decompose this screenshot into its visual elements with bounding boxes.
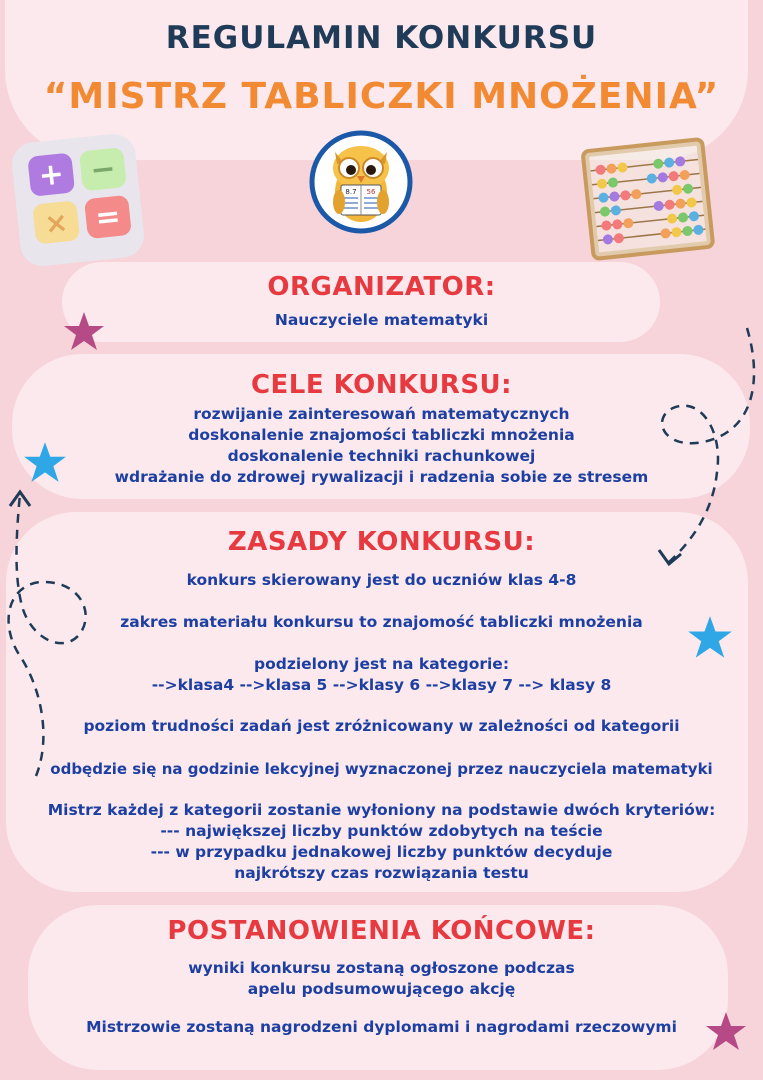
calculator-icon — [8, 130, 148, 270]
plus-symbol: + — [36, 156, 66, 194]
final-text-block — [0, 958, 763, 1000]
title-line-2: “MISTRZ TABLICZKI MNOŻENIA” — [43, 76, 720, 117]
rule-item-6 — [0, 800, 763, 884]
final-line-2: apelu podsumowującego akcję — [247, 980, 516, 998]
owl-card-right-number: 56 — [366, 188, 376, 196]
equals-symbol: = — [93, 198, 123, 237]
final-line-3: Mistrzowie zostaną nagrodzeni dyplomami i nagrodami rzeczowymi — [86, 1018, 677, 1036]
goal-item-1: rozwijanie zainteresowań matematycznych — [193, 405, 570, 423]
times-symbol: × — [42, 205, 70, 241]
rule-item-4: poziom trudności zadań jest zróżnicowany w zależności od kategorii — [83, 717, 680, 735]
final-heading: POSTANOWIENIA KOŃCOWE: — [167, 916, 596, 946]
owl-card-left-number: 8.7 — [345, 188, 357, 196]
goal-item-3: doskonalenie techniki rachunkowej — [227, 447, 536, 465]
rule-item-6-line-3: --- w przypadku jednakowej liczby punktów decyduje — [150, 843, 613, 861]
abacus-icon — [578, 135, 718, 265]
minus-symbol: − — [88, 151, 118, 189]
rule-item-3-line-1: podzielony jest na kategorie: — [253, 655, 510, 673]
title-line-1: REGULAMIN KONKURSU — [165, 20, 598, 56]
goal-item-2: doskonalenie znajomości tabliczki mnożenia — [188, 426, 575, 444]
goal-item-4: wdrażanie do zdrowej rywalizacji i radzenia sobie ze stresem — [114, 468, 649, 486]
rule-item-3-line-2: -->klasa4 -->klasa 5 -->klasy 6 -->klasy 7 --> klasy 8 — [151, 676, 612, 694]
rule-item-3 — [0, 654, 763, 696]
organizer-text: Nauczyciele matematyki — [274, 311, 489, 329]
rule-item-6-line-1: Mistrz każdej z kategorii zostanie wyłoniony na podstawie dwóch kryteriów: — [47, 801, 716, 819]
organizer-heading: ORGANIZATOR: — [267, 272, 496, 302]
rule-item-5: odbędzie się na godzinie lekcyjnej wyznaczonej przez nauczyciela matematyki — [50, 760, 713, 778]
goals-list — [0, 404, 763, 488]
rule-item-2: zakres materiału konkursu to znajomość tabliczki mnożenia — [120, 613, 643, 631]
rule-item-1: konkurs skierowany jest do uczniów klas 4-8 — [186, 571, 577, 589]
owl-logo — [309, 130, 413, 234]
rule-item-6-line-2: --- największej liczby punktów zdobytych na teście — [160, 822, 603, 840]
final-line-1: wyniki konkursu zostaną ogłoszone podczas — [188, 959, 575, 977]
rule-item-6-line-4: najkrótszy czas rozwiązania testu — [234, 864, 529, 882]
goals-heading: CELE KONKURSU: — [250, 370, 513, 400]
rules-heading: ZASADY KONKURSU: — [227, 527, 536, 557]
